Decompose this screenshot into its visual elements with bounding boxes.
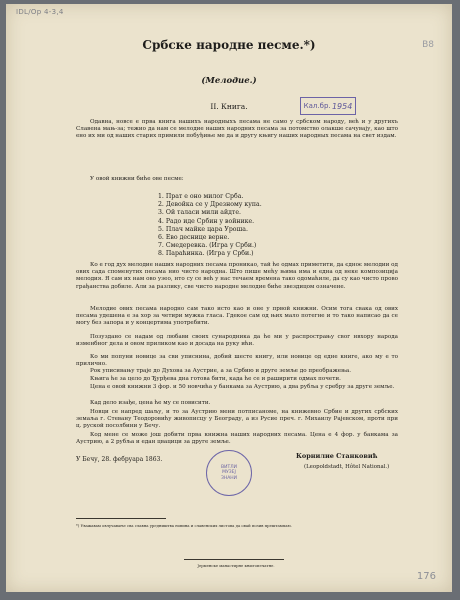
body-paragraph: Рок уписивању траје до Духова за Аустрие, а за Србию и друге земље до преображења. bbox=[90, 368, 352, 374]
body-paragraph: Ко е год дух мелодие наших народних песама проникао, тай ће одмах приметити, да єдноє мелодии од овиx сада споменутих песама нио чисто народна. Што пише мећу њима има и една од неке композиција мелодия. Я сам их нам ово узео, нто су се већ у нас течаем времена тако одомаћиле, да су као чисто прово грађанства добиле. Али за разлику, све чисто народне мелодие биће звездицом означене. bbox=[76, 262, 398, 290]
intro-paragraph: Одавна, новсе е прва книга нашихъ народныхъ песама не само у србском народу, већ и у другихъ Славена мањ-за; тежио да нам се мелодие наших народних песама за потомство олакше сачувају, као што ено их ми од наших старих примили побуђиње ме да и другу књигу наших народных песама на свет издам. bbox=[76, 119, 398, 140]
catalog-stamp-label: Кал.бр. bbox=[303, 102, 331, 110]
pencil-note-top-right: B8 bbox=[422, 40, 434, 50]
footnote-divider bbox=[76, 518, 166, 519]
body-paragraph: Цена е овой книжни 3 фор. и 50 новчића у банкама за Аустрию, а два рубља у сребру за друге земље. bbox=[90, 384, 395, 390]
catalog-stamp-number: 1954 bbox=[331, 101, 353, 111]
printer-divider bbox=[184, 559, 284, 560]
pencil-page-number: 176 bbox=[416, 571, 436, 582]
list-item: 7. Смедеревка. (Игра у Срби.) bbox=[158, 242, 257, 250]
seal-text-top: ВИТЛИ bbox=[221, 464, 237, 470]
body-paragraph: Позуздано се надам од любави своих сународника да ће ми у распрострању свог нвхору народа изменбног дела и овом приликом као и досада на руку ићи. bbox=[76, 334, 398, 348]
list-item: 2. Девойка се у Дрезному купа. bbox=[158, 201, 262, 209]
page-subtitle: (Мелодие.) bbox=[201, 76, 257, 86]
contents-lead: У овой книжни биће ове песме: bbox=[90, 176, 184, 182]
seal-text-bottom: ЗНАНИ bbox=[220, 475, 238, 481]
signer-name: Корнилие Станковић bbox=[296, 452, 378, 460]
body-paragraph: Ко ми попуни новице за сви уписнина, добий шесте книгу, или новице од едне книге, ако му е то прилично. bbox=[76, 354, 398, 368]
printer-imprint: Јерменскe манастирне књигопечатне. bbox=[197, 563, 275, 568]
library-seal bbox=[206, 450, 252, 496]
body-paragraph: Мелодие ових песама народно сам тако исто као и оне у првой книжни. Осим тога свака од ових песама удешена е за хор за четири мужка гласа. Гдекое сам од њих мало потегне и то тако написао да се могу без запора и у концертима употребити. bbox=[76, 306, 398, 327]
footnote: *) Уважавам овлучавање сва славна уредништва новина и славенских листова да овай позив прештампаю. bbox=[76, 523, 292, 528]
list-item: 8. Параћинка. (Игра у Срби.) bbox=[158, 250, 254, 258]
date-line: У Бечу, 28. фебруара 1863. bbox=[76, 456, 163, 463]
pencil-shelfmark: IDL/Op 4-3,4 bbox=[16, 8, 64, 16]
list-item: 5. Плач майке цара Уроша. bbox=[158, 225, 248, 233]
list-item: 6. Ево деснице верне. bbox=[158, 234, 230, 242]
signer-address: (Leopoldstadt, Hôtel National.) bbox=[304, 464, 390, 470]
song-list bbox=[158, 193, 262, 259]
body-paragraph: Код мене се може још добити прва книжна наших народних песама. Цена е 4 фор. у банкама за Аустрию, а 2 рубља и едан цвацици за друге земље. bbox=[76, 432, 398, 446]
body-paragraph: Кад дело изађе, цена ће му се повисити. bbox=[90, 400, 211, 406]
list-item: 4. Радо иде Србин у войнике. bbox=[158, 217, 255, 225]
page-title: Србске народне песме.*) bbox=[142, 38, 316, 52]
list-item: 1. Прат е оно милог Срба. bbox=[158, 193, 244, 200]
list-item: 3. Ой таласи мили айдте. bbox=[158, 209, 241, 217]
seal-text-middle: МУЗЕЈ bbox=[222, 470, 236, 476]
document-sheet bbox=[6, 4, 452, 592]
body-paragraph: Новци се напред шаљу, и то за Аустрию мени потписаноме, на книжевно Србие и других србских земаља г. Стевану Теодоровићу живописцу у Београду, а из Русие преч. г. Михаилу Рајевском, проти при ц. руской посолбини у Бечу. bbox=[76, 409, 398, 430]
body-paragraph: Књига ће за цело до Ђурђева дна готова бити, кадa ће се и раширити одмах почети. bbox=[90, 376, 341, 382]
section-heading: II. Книга. bbox=[210, 102, 248, 111]
